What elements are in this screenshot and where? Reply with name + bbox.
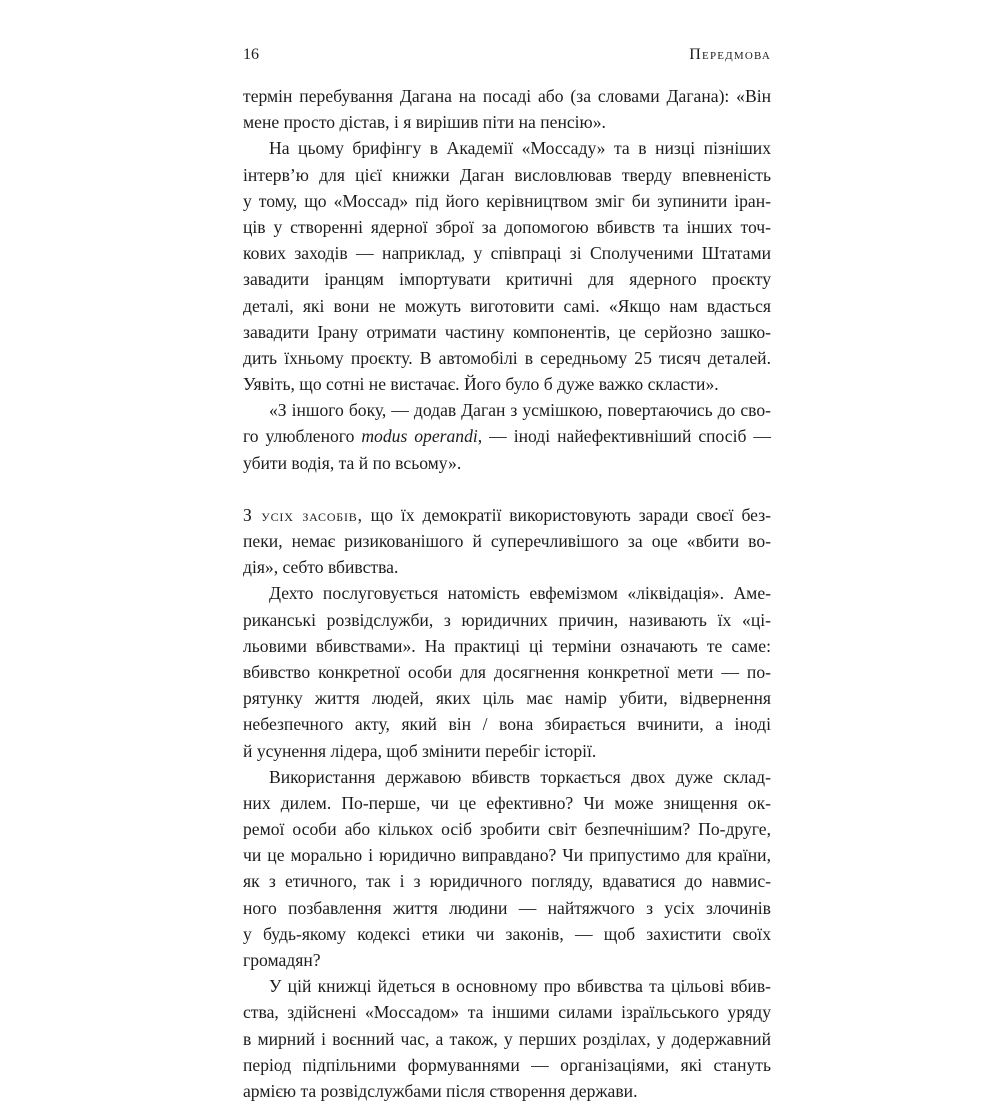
text-line: у тому, що «Моссад» під його керівництвом зміг би зупинити іран-	[243, 190, 771, 211]
text-line: дить їхньому проєкту. В автомобілі в середньому 25 тисяч деталей.	[243, 347, 771, 368]
text-line: громадян?	[243, 950, 321, 970]
italic-phrase: modus operandi	[361, 426, 478, 447]
text-line: ного позбавлення життя людини — найтяжчого з усіх злочинів	[243, 897, 771, 918]
text-line: У цій книжці йдеться в основному про вбивства та цільові вбив-	[269, 976, 771, 997]
text-line: вбивство конкретної особи для досягнення конкретної мети — по-	[243, 661, 771, 682]
running-head	[243, 44, 771, 66]
text-line: деталі, які вони не можуть виготовити самі. «Якщо нам вдасться	[243, 295, 771, 316]
text-line: убити водія, та й по всьому».	[243, 452, 462, 473]
text-line: Дехто послуговується натомість евфемізмом «ліквідація». Аме-	[269, 583, 771, 604]
text-line: термін перебування Дагана на посаді або (за словами Дагана): «Він	[243, 86, 771, 106]
text-line: чи це морально і юридично виправдано? Чи припустимо для країни,	[243, 845, 771, 866]
text-line: як з етичного, так і з юридичного погляду, вдаватися до навмис-	[243, 871, 771, 892]
text-line: пеки, немає ризикованішого й суперечливішого за оце «вбити во-	[243, 531, 771, 551]
text-line: льовими вбивствами». На практиці ці терміни означають те саме:	[243, 635, 771, 656]
text-line: дія», себто вбивства.	[243, 557, 399, 578]
body-text	[243, 83, 771, 1104]
section-break	[243, 476, 771, 502]
text-line: Використання державою вбивств торкається двох дуже склад-	[269, 766, 771, 787]
text-line: армією та розвідслужбами після створення держави.	[243, 1080, 638, 1101]
text-line: й усунення лідера, щоб змінити перебіг історії.	[243, 740, 597, 761]
text-line: у будь-якому кодексі етики чи законів, — щоб захистити своїх	[243, 923, 771, 944]
text-line: період підпільними формуваннями — організаціями, які стануть	[243, 1054, 771, 1075]
text-line: небезпечного акту, який він / вона збирається вчинити, а іноді	[243, 714, 771, 735]
page-number: 16	[243, 46, 259, 63]
text-line: ремої особи або кількох осіб зробити світ безпечнішим? По-друге,	[243, 819, 771, 840]
text-fragment: , — іноді найефективніший спосіб —	[477, 426, 771, 447]
text-line	[243, 502, 771, 528]
small-caps-lead-in: З усіх засобів,	[243, 504, 363, 525]
text-line: На цьому брифінгу в Академії «Моссаду» та в низці пізніших	[269, 138, 771, 159]
text-line: інтерв’ю для цієї книжки Даган висловлював тверду впевненість	[243, 164, 771, 185]
text-fragment: го улюбленого	[243, 426, 362, 447]
text-fragment: що їх демократії використовують заради своєї без-	[362, 504, 771, 525]
text-line: Уявіть, що сотні не вистачає. Його було б дуже важко скласти».	[243, 374, 719, 395]
text-line: кових заходів — наприклад, у співпраці зі Сполученими Штатами	[243, 243, 771, 264]
text-line: рятунку життя людей, яких ціль має намір убити, відвернення	[243, 688, 771, 709]
text-line: завадити Ірану отримати частину компонентів, це серйозно зашко-	[243, 321, 771, 342]
text-line: в мирний і воєнний час, а також, у перших розділах, у додержавний	[243, 1028, 771, 1049]
text-line: ства, здійснені «Моссадом» та іншими силами ізраїльського уряду	[243, 1002, 771, 1023]
section-title: Передмова	[689, 46, 771, 63]
text-line: «З іншого боку, — додав Даган з усмішкою, повертаючись до сво-	[269, 400, 771, 421]
text-line: мене просто дістав, і я вирішив піти на пенсію».	[243, 112, 606, 133]
text-line: них дилем. По-перше, чи це ефективно? Чи може знищення ок-	[243, 792, 771, 813]
text-line: завадити іранцям імпортувати критичні для ядерного проєкту	[243, 269, 771, 290]
text-line: риканські розвідслужби, з юридичних причин, називають їх «ці-	[243, 609, 771, 630]
text-line: ців у створенні ядерної зброї за допомогою вбивств та інших точ-	[243, 216, 771, 237]
text-line	[243, 423, 771, 449]
